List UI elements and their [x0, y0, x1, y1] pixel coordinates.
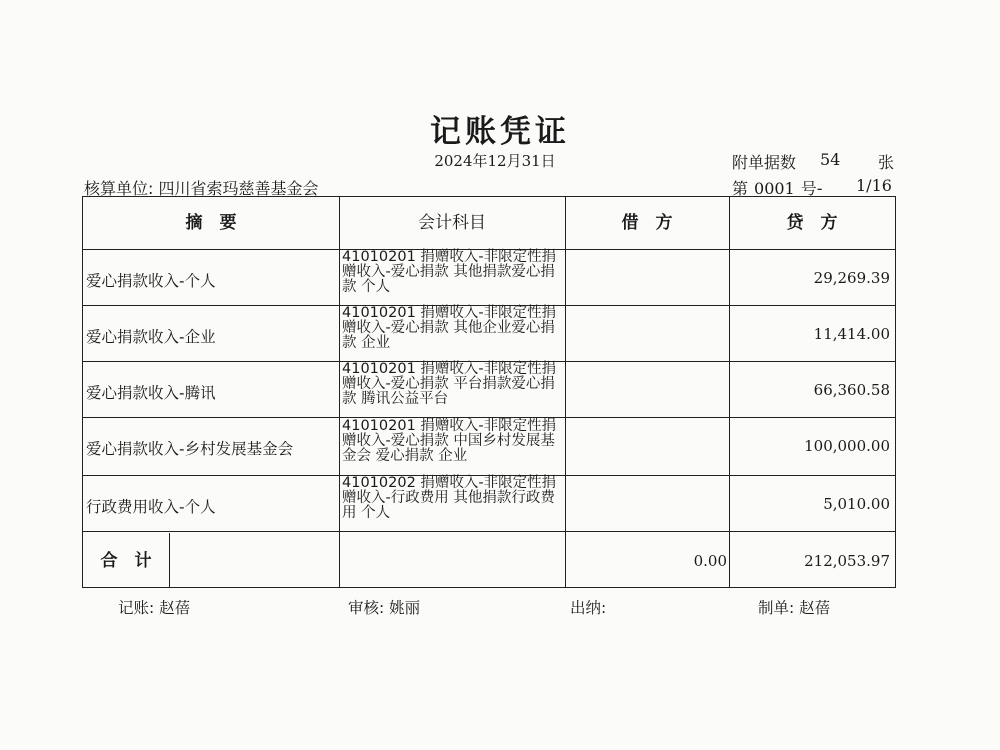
cashier-label: 出纳:	[570, 599, 607, 617]
accounting-unit-name: 四川省索玛慈善基金会	[158, 179, 319, 198]
row-summary: 爱心捐款收入-企业	[86, 328, 216, 346]
voucher-table	[82, 196, 896, 588]
reviewer-label: 审核:	[348, 599, 385, 617]
header-debit: 借 方	[621, 213, 673, 233]
total-label: 合 计	[100, 551, 152, 571]
reviewer-name: 姚丽	[389, 599, 421, 617]
bookkeeper-signature	[118, 596, 190, 618]
voucher-title: 记账凭证	[430, 114, 570, 150]
row-account: 41010201 捐赠收入-非限定性捐赠收入-爱心捐款 平台捐款爱心捐款 腾讯公益平台	[342, 361, 557, 407]
row-summary: 行政费用收入-个人	[86, 498, 216, 516]
preparer-label: 制单:	[758, 599, 795, 617]
col-divider	[729, 197, 730, 587]
cashier-signature	[570, 596, 606, 618]
row-account: 41010201 捐赠收入-非限定性捐赠收入-爱心捐款 其他捐款爱心捐款 个人	[342, 249, 557, 295]
voucher-date: 2024年12月31日	[434, 152, 556, 170]
row-credit: 29,269.39	[813, 269, 890, 287]
attachments-count: 54	[820, 150, 841, 169]
total-divider	[83, 531, 895, 532]
row-credit: 11,414.00	[813, 325, 890, 343]
total-credit: 212,053.97	[804, 552, 890, 570]
col-divider	[339, 533, 340, 587]
preparer-signature	[758, 596, 830, 618]
voucher-no-prefix: 第	[732, 179, 749, 198]
row-credit: 100,000.00	[804, 437, 890, 455]
preparer-name: 赵蓓	[799, 599, 831, 617]
row-account: 41010201 捐赠收入-非限定性捐赠收入-爱心捐款 其他企业爱心捐款 企业	[342, 305, 557, 351]
bookkeeper-name: 赵蓓	[159, 599, 191, 617]
voucher-no: 0001	[754, 179, 795, 198]
attachments-label: 附单据数	[732, 153, 797, 172]
row-account: 41010201 捐赠收入-非限定性捐赠收入-爱心捐款 中国乡村发展基金会 爱心捐款 企业	[342, 418, 557, 464]
row-summary: 爱心捐款收入-个人	[86, 272, 216, 290]
header-credit: 贷 方	[786, 213, 838, 233]
row-summary: 爱心捐款收入-腾讯	[86, 384, 216, 402]
header-account: 会计科目	[418, 213, 486, 233]
row-credit: 66,360.58	[813, 381, 890, 399]
col-divider	[169, 533, 170, 587]
total-debit: 0.00	[693, 552, 727, 570]
row-account: 41010202 捐赠收入-非限定性捐赠收入-行政费用 其他捐款行政费用 个人	[342, 475, 557, 521]
row-summary: 爱心捐款收入-乡村发展基金会	[86, 440, 294, 458]
page-number: 1/16	[856, 176, 892, 195]
voucher-no-suffix: 号-	[800, 179, 823, 198]
accounting-unit-label: 核算单位:	[84, 179, 154, 198]
row-credit: 5,010.00	[823, 495, 890, 513]
attachments-unit: 张	[878, 153, 895, 172]
reviewer-signature	[348, 596, 420, 618]
bookkeeper-label: 记账:	[118, 599, 155, 617]
header-summary: 摘 要	[185, 213, 237, 233]
